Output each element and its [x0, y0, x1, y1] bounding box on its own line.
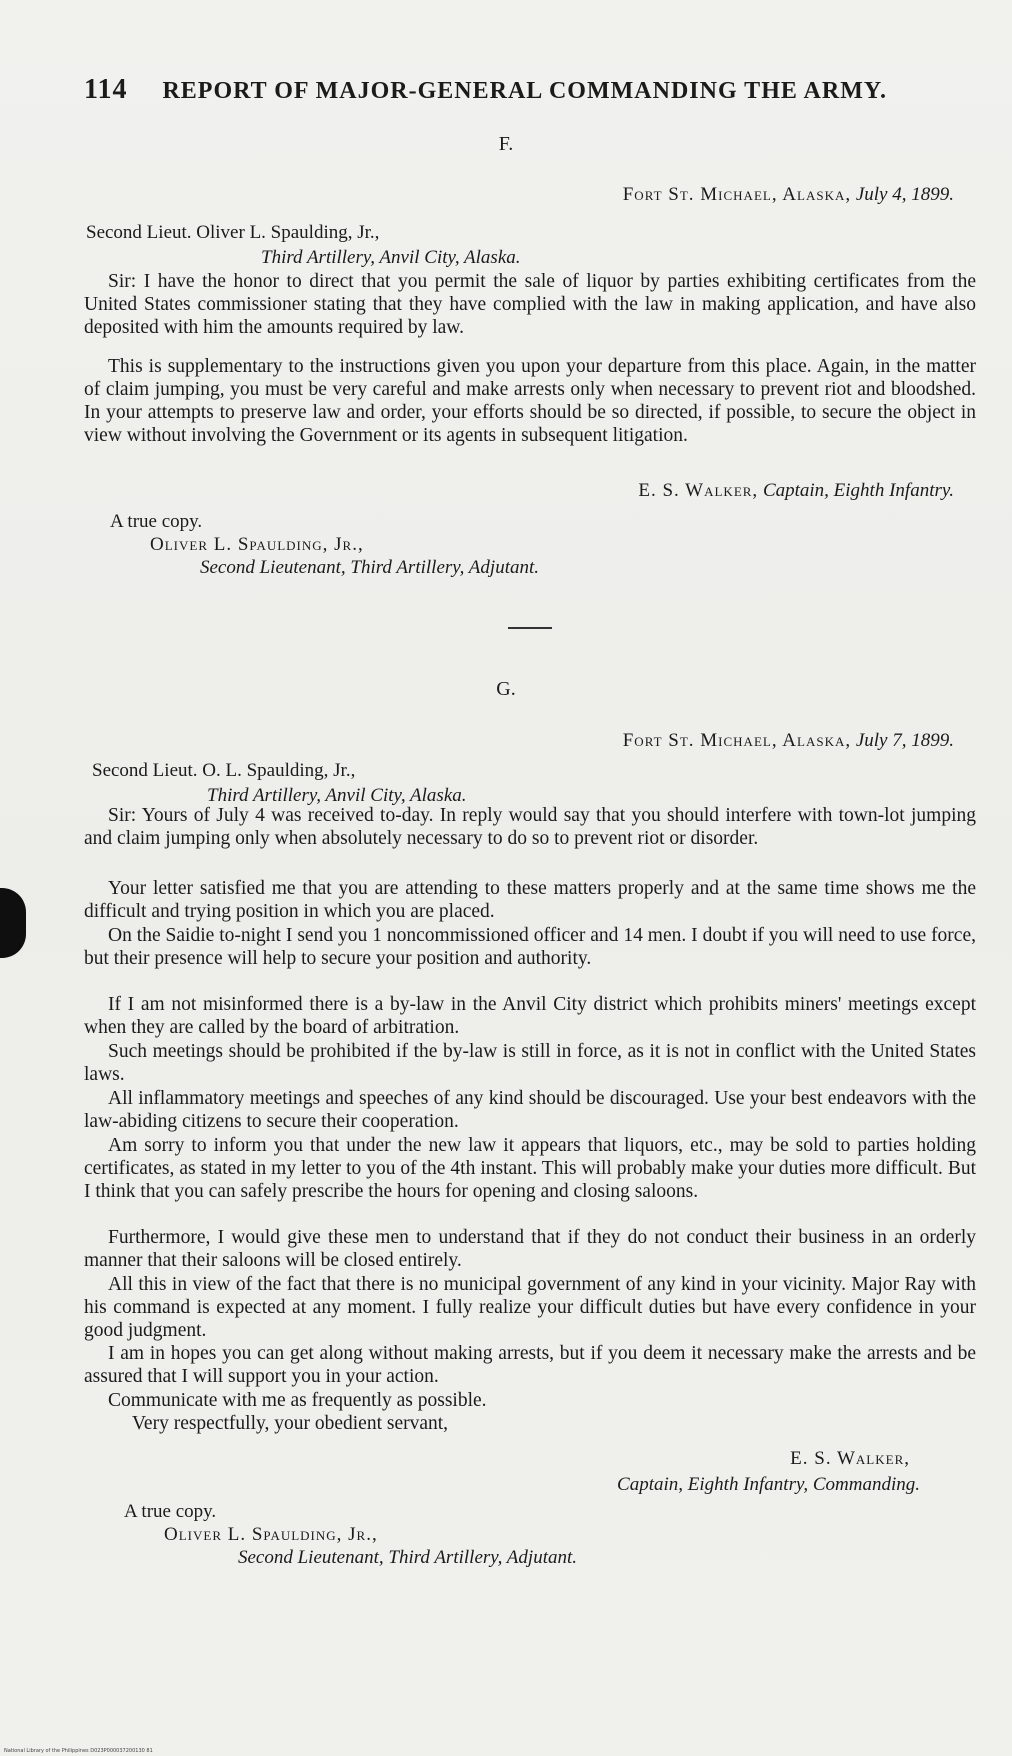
letter-f-signature — [638, 480, 954, 502]
true-copy-name: Oliver L. Spaulding, Jr., — [164, 1524, 378, 1545]
letter-g-dateline-place: Fort St. Michael, Alaska, — [622, 730, 852, 751]
letter-g-paragraph: Am sorry to inform you that under the new law it appears that liquors, etc., may be sold to parties holding certificates, as stated in my letter to you of the 4th instant. This will probably make your duties more difficult. But I think that you can safely prescribe the hours for opening and closing saloons. — [84, 1135, 976, 1202]
letter-f-signature-name: E. S. Walker, — [638, 480, 759, 501]
letter-g-paragraph: If I am not misinformed there is a by-law in the Anvil City district which prohibits miners' meetings except when they are called by the board of arbitration. — [84, 994, 976, 1038]
letter-f-signature-title: Captain, Eighth Infantry. — [762, 480, 954, 501]
letter-g-paragraph: All inflammatory meetings and speeches of any kind should be discouraged. Use your best endeavors with the law-abiding citizens to secure their cooperation. — [84, 1088, 976, 1132]
letter-g-heading: G. — [496, 678, 516, 700]
true-copy-title: Second Lieutenant, Third Artillery, Adjutant. — [200, 557, 540, 578]
letter-f-addressee — [86, 220, 521, 270]
letter-g-true-copy — [124, 1500, 577, 1569]
section-divider — [508, 627, 552, 629]
letter-g-paragraph: All this in view of the fact that there is no municipal government of any kind in your vicinity. Major Ray with his command is expected at any moment. I fully realize your difficult duties but have every confidence in your good judgment. — [84, 1274, 976, 1341]
letter-f-dateline-place: Fort St. Michael, Alaska, — [622, 184, 852, 205]
letter-f-addressee-unit: Third Artillery, Anvil City, Alaska. — [261, 247, 521, 268]
true-copy-label: A true copy. — [110, 511, 203, 532]
letter-g-paragraph: I am in hopes you can get along without making arrests, but if you deem it necessary make the arrests and be assured that I will support you in your action. — [84, 1343, 976, 1387]
letter-f-dateline-date: July 4, 1899. — [855, 184, 954, 205]
letter-f-addressee-name: Second Lieut. Oliver L. Spaulding, Jr., — [86, 222, 380, 243]
letter-g-dateline-date: July 7, 1899. — [855, 730, 954, 751]
letter-g-signature — [617, 1448, 920, 1496]
letter-g-paragraph: Your letter satisfied me that you are attending to these matters properly and at the same time shows me the difficult and trying position in which you are placed. — [84, 878, 976, 922]
letter-g-signature-name: E. S. Walker, — [790, 1448, 910, 1469]
letter-g-closing: Very respectfully, your obedient servant, — [132, 1413, 449, 1434]
letter-g-paragraph: Sir: Yours of July 4 was received to-day. In reply would say that you should interfere with town-lot jumping and claim jumping only when absolutely necessary to do so to prevent riot or disorder. — [84, 805, 976, 849]
letter-g-paragraph: Communicate with me as frequently as possible. — [108, 1390, 487, 1411]
letter-f-heading: F. — [498, 133, 514, 155]
scan-artifact — [0, 888, 26, 958]
letter-f-true-copy — [110, 510, 539, 579]
running-title: REPORT OF MAJOR-GENERAL COMMANDING THE ARMY. — [162, 78, 887, 104]
page-number: 114 — [84, 74, 128, 105]
letter-f-dateline — [623, 184, 954, 206]
true-copy-name: Oliver L. Spaulding, Jr., — [150, 534, 364, 555]
letter-g-addressee-unit: Third Artillery, Anvil City, Alaska. — [207, 785, 467, 806]
letter-g-dateline — [623, 730, 954, 752]
letter-g-paragraph: Furthermore, I would give these men to understand that if they do not conduct their business in an orderly manner that their saloons will be closed entirely. — [84, 1227, 976, 1271]
letter-f-paragraph: This is supplementary to the instructions given you upon your departure from this place. Again, in the matter of claim jumping, you must be very careful and make arrests only when necessary to prevent riot and bloodshed. In your attempts to preserve law and order, your efforts should be so directed, if possible, to secure the object in view without involving the Government or its agents in subsequent litigation. — [84, 356, 976, 446]
letter-g-addressee — [92, 758, 467, 808]
letter-f-paragraph: Sir: I have the honor to direct that you permit the sale of liquor by parties exhibiting certificates from the United States commissioner stating that they have complied with the law in making application, and have also deposited with him the amounts required by law. — [84, 271, 976, 338]
true-copy-label: A true copy. — [124, 1501, 217, 1522]
letter-g-paragraph: Such meetings should be prohibited if the by-law is still in force, as it is not in conflict with the United States laws. — [84, 1041, 976, 1085]
letter-g-addressee-name: Second Lieut. O. L. Spaulding, Jr., — [92, 760, 356, 781]
page-header — [84, 74, 914, 106]
true-copy-title: Second Lieutenant, Third Artillery, Adjutant. — [238, 1547, 578, 1568]
scan-footer: National Library of the Philippines D023P000037200130 81 — [4, 1748, 153, 1754]
letter-g-paragraph: On the Saidie to-night I send you 1 noncommissioned officer and 14 men. I doubt if you will need to use force, but their presence will help to secure your position and authority. — [84, 925, 976, 969]
letter-g-signature-title: Captain, Eighth Infantry, Commanding. — [617, 1474, 920, 1495]
